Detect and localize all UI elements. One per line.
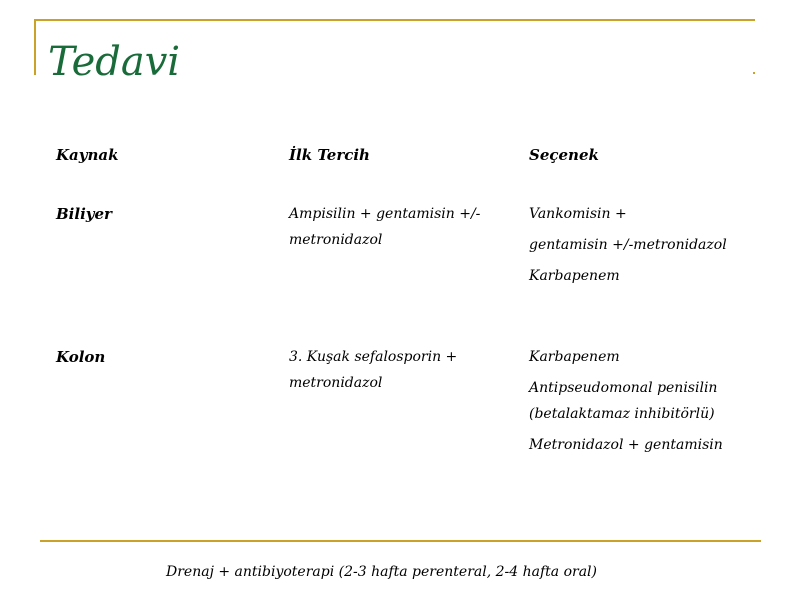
first-choice-line: metronidazol <box>289 375 383 391</box>
row-first-choice-colon <box>289 344 457 396</box>
first-choice-line: metronidazol <box>289 232 383 248</box>
row-alternatives-biliary <box>529 201 727 294</box>
left-rule <box>34 19 36 75</box>
header-alternative: Seçenek <box>529 146 599 164</box>
corner-mark <box>753 72 755 74</box>
alternative-line: Antipseudomonal penisilin <box>529 380 718 396</box>
row-alternatives-colon <box>529 344 723 463</box>
alternative-line: Karbapenem <box>529 268 620 284</box>
alternative-line: gentamisin +/-metronidazol <box>529 237 727 253</box>
bottom-rule <box>40 540 761 542</box>
row-source-biliary: Biliyer <box>56 205 112 223</box>
header-source: Kaynak <box>56 146 119 164</box>
top-rule <box>34 19 755 21</box>
row-first-choice-biliary <box>289 201 480 253</box>
alternative-line: Metronidazol + gentamisin <box>529 437 723 453</box>
slide-title: Tedavi <box>48 39 181 85</box>
row-source-colon: Kolon <box>56 348 106 366</box>
header-first-choice: İlk Tercih <box>289 146 370 164</box>
alternative-line: Vankomisin + <box>529 206 627 222</box>
alternative-line: (betalaktamaz inhibitörlü) <box>529 406 715 422</box>
first-choice-line: 3. Kuşak sefalosporin + <box>289 349 458 365</box>
footer-note: Drenaj + antibiyoterapi (2-3 hafta perenteral, 2-4 hafta oral) <box>166 564 597 580</box>
first-choice-line: Ampisilin + gentamisin +/- <box>289 206 481 222</box>
alternative-line: Karbapenem <box>529 349 620 365</box>
